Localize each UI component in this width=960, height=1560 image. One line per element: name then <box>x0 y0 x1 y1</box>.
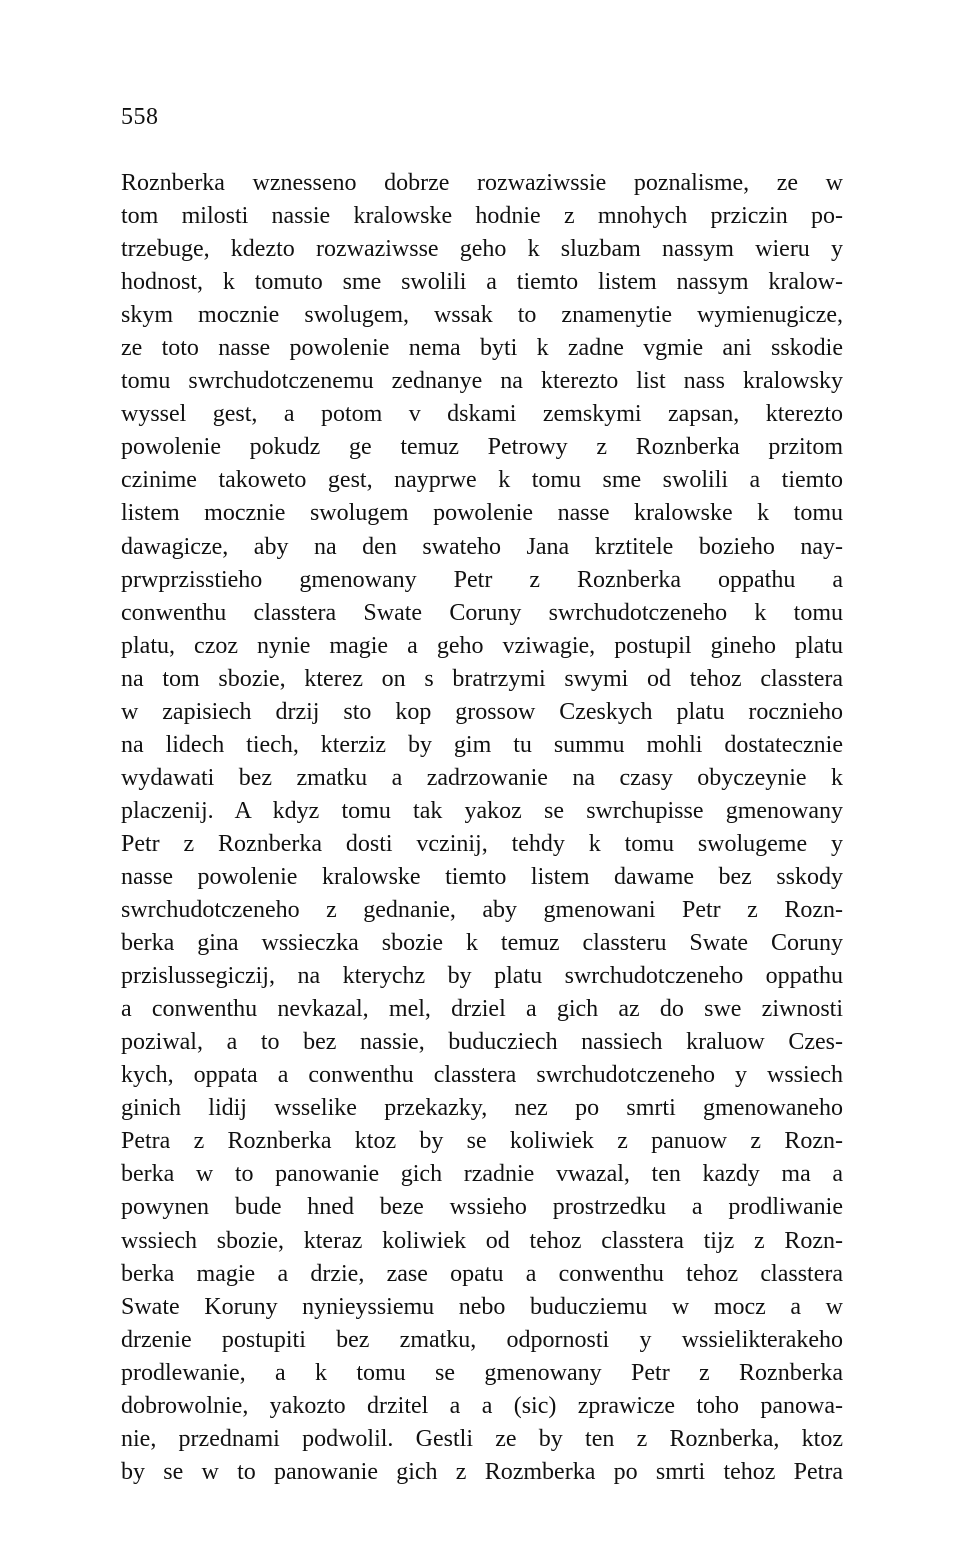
text-line: by se w to panowanie gich z Rozmberka po smrti tehoz Petra <box>121 1458 843 1485</box>
text-line: conwenthu classtera Swate Coruny swrchudotczeneho k tomu <box>121 599 843 626</box>
text-line: ze toto nasse powolenie nema byti k zadne vgmie ani sskodie <box>121 335 843 362</box>
text-line: w zapisiech drzij sto kop grossow Czeskych platu rocznieho <box>121 698 843 725</box>
text-line: prwprzisstieho gmenowany Petr z Roznberka oppathu a <box>121 566 843 593</box>
page-number: 558 <box>121 104 159 130</box>
text-line: tom milosti nassie kralowske hodnie z mnohych prziczin po- <box>121 203 843 230</box>
text-line: platu, czoz nynie magie a geho vziwagie, postupil gineho platu <box>121 632 843 659</box>
text-line: czinime takoweto gest, nayprwe k tomu sme swolili a tiemto <box>121 467 843 494</box>
text-line: berka w to panowanie gich rzadnie vwazal, ten kazdy ma a <box>121 1161 843 1188</box>
text-line: berka gina wssieczka sbozie k temuz classteru Swate Coruny <box>121 930 843 957</box>
text-line: drzenie postupiti bez zmatku, odpornosti y wssielikterakeho <box>121 1326 843 1353</box>
text-line: swrchudotczeneho z gednanie, aby gmenowani Petr z Rozn- <box>121 897 843 924</box>
text-line: a conwenthu nevkazal, mel, drziel a gich az do swe ziwnosti <box>121 996 843 1023</box>
text-line: placzenij. A kdyz tomu tak yakoz se swrchupisse gmenowany <box>121 797 843 824</box>
text-line: Petra z Roznberka ktoz by se koliwiek z panuow z Rozn- <box>121 1128 843 1155</box>
text-line: wydawati bez zmatku a zadrzowanie na czasy obyczeynie k <box>121 764 843 791</box>
text-line: poziwal, a to bez nassie, buducziech nassiech kraluow Czes- <box>121 1029 843 1056</box>
text-line: hodnost, k tomuto sme swolili a tiemto listem nassym kralow- <box>121 269 843 296</box>
text-line: Petr z Roznberka dosti vczinij, tehdy k tomu swolugeme y <box>121 830 843 857</box>
text-line: dawagicze, aby na den swateho Jana krztitele bozieho nay- <box>121 533 843 560</box>
text-line: ginich lidij wsselike przekazky, nez po smrti gmenowaneho <box>121 1095 843 1122</box>
text-line: na tom sbozie, kterez on s bratrzymi swymi od tehoz classtera <box>121 665 843 692</box>
text-line: wyssel gest, a potom v dskami zemskymi zapsan, kterezto <box>121 401 843 428</box>
text-line: kych, oppata a conwenthu classtera swrchudotczeneho y wssiech <box>121 1062 843 1089</box>
text-line: powynen bude hned beze wssieho prostrzedku a prodliwanie <box>121 1194 843 1221</box>
text-line: powolenie pokudz ge temuz Petrowy z Roznberka przitom <box>121 434 843 461</box>
text-line: Swate Koruny nynieyssiemu nebo buducziemu w mocz a w <box>121 1293 843 1320</box>
text-line: prodlewanie, a k tomu se gmenowany Petr z Roznberka <box>121 1359 843 1386</box>
text-line: wssiech sbozie, kteraz koliwiek od tehoz classtera tijz z Rozn- <box>121 1227 843 1254</box>
text-line: nasse powolenie kralowske tiemto listem dawame bez sskody <box>121 863 843 890</box>
text-line: listem mocznie swolugem powolenie nasse kralowske k tomu <box>121 500 843 527</box>
text-line: Roznberka wznesseno dobrze rozwaziwssie poznalisme, ze w <box>121 170 843 196</box>
text-line: przislussegiczij, na kterychz by platu swrchudotczeneho oppathu <box>121 963 843 990</box>
text-line: na lidech tiech, kterziz by gim tu summu mohli dostatecznie <box>121 731 843 758</box>
text-line: berka magie a drzie, zase opatu a conwenthu tehoz classtera <box>121 1260 843 1287</box>
text-line: nie, przednami podwolil. Gestli ze by ten z Roznberka, ktoz <box>121 1425 843 1452</box>
text-line: tomu swrchudotczenemu zednanye na kterezto list nass kralowsky <box>121 368 843 395</box>
text-line: trzebuge, kdezto rozwaziwsse geho k sluzbam nassym wieru y <box>121 236 843 263</box>
text-line: dobrowolnie, yakozto drzitel a a (sic) zprawicze toho panowa- <box>121 1392 843 1419</box>
text-line: skym mocznie swolugem, wssak to znamenytie wymienugicze, <box>121 302 843 329</box>
body-text <box>121 167 843 1489</box>
